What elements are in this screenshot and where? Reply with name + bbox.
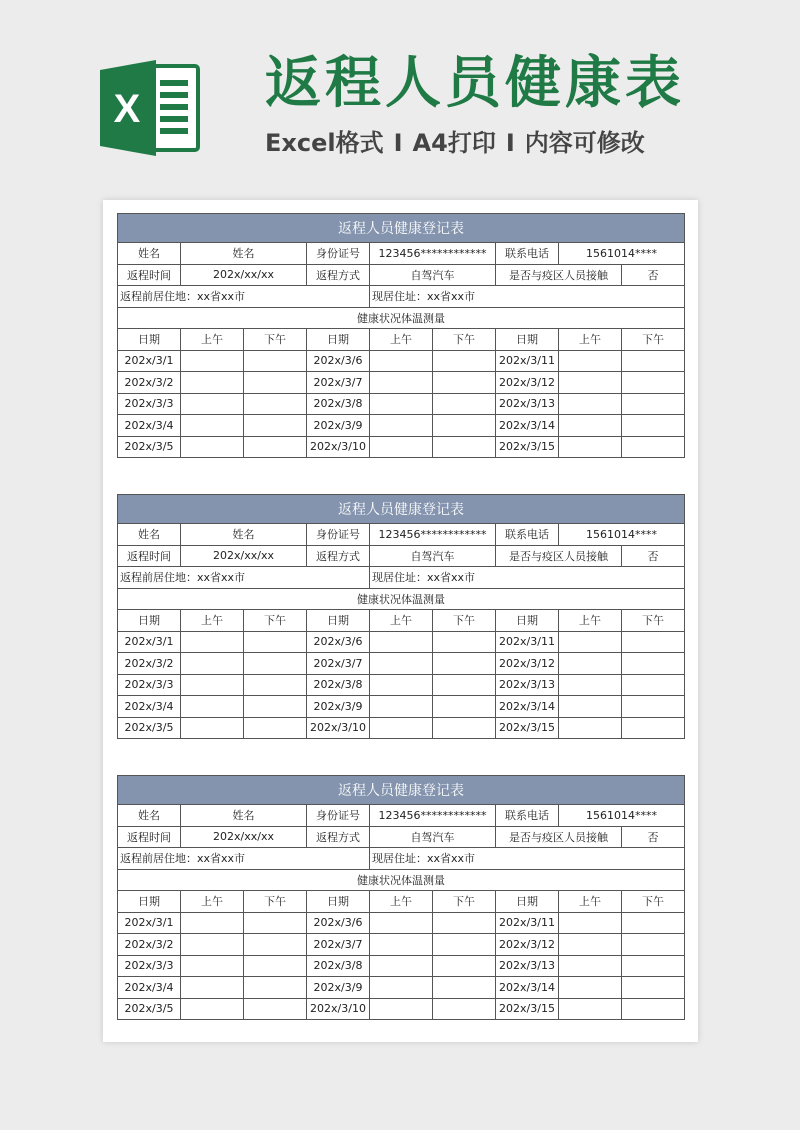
contact-value[interactable]: 否 (622, 826, 685, 848)
form-title: 返程人员健康登记表 (118, 214, 685, 243)
pm-temp-cell[interactable] (244, 955, 307, 977)
id-label: 身份证号 (307, 805, 370, 827)
pm-temp-cell[interactable] (622, 912, 685, 934)
pm-temp-cell[interactable] (622, 653, 685, 675)
name-value[interactable]: 姓名 (181, 524, 307, 546)
form-title-row (118, 214, 685, 243)
return-time-label: 返程时间 (118, 545, 181, 567)
pm-temp-cell[interactable] (433, 977, 496, 999)
temperature-row (118, 998, 685, 1020)
date-cell: 202x/3/5 (118, 717, 181, 739)
registration-form-3 (117, 775, 684, 1020)
am-temp-cell[interactable] (370, 977, 433, 999)
return-method-label: 返程方式 (307, 545, 370, 567)
date-cell: 202x/3/3 (118, 955, 181, 977)
return-method-value[interactable]: 自驾汽车 (370, 264, 496, 286)
date-cell: 202x/3/9 (307, 415, 370, 437)
date-cell: 202x/3/14 (496, 696, 559, 718)
col-date: 日期 (118, 891, 181, 913)
col-am: 上午 (559, 329, 622, 351)
pm-temp-cell[interactable] (433, 934, 496, 956)
am-temp-cell[interactable] (559, 415, 622, 437)
return-method-value[interactable]: 自驾汽车 (370, 826, 496, 848)
pm-temp-cell[interactable] (433, 674, 496, 696)
am-temp-cell[interactable] (370, 415, 433, 437)
am-temp-cell[interactable] (370, 653, 433, 675)
subtitle-separator: I (505, 129, 515, 157)
section-title-row (118, 588, 685, 610)
pm-temp-cell[interactable] (622, 998, 685, 1020)
am-temp-cell[interactable] (370, 717, 433, 739)
info-row-1 (118, 243, 685, 265)
registration-form-1 (117, 213, 684, 458)
am-temp-cell[interactable] (559, 631, 622, 653)
excel-logo-icon (100, 58, 202, 158)
am-temp-cell[interactable] (559, 393, 622, 415)
am-temp-cell[interactable] (370, 955, 433, 977)
pm-temp-cell[interactable] (244, 696, 307, 718)
date-cell: 202x/3/15 (496, 436, 559, 458)
am-temp-cell[interactable] (181, 717, 244, 739)
pm-temp-cell[interactable] (622, 436, 685, 458)
am-temp-cell[interactable] (559, 912, 622, 934)
date-cell: 202x/3/5 (118, 998, 181, 1020)
registration-form-table (117, 213, 685, 458)
am-temp-cell[interactable] (559, 653, 622, 675)
am-temp-cell[interactable] (559, 998, 622, 1020)
col-date: 日期 (496, 891, 559, 913)
contact-label: 是否与疫区人员接触 (496, 826, 622, 848)
contact-label: 是否与疫区人员接触 (496, 545, 622, 567)
form-title-row (118, 495, 685, 524)
am-temp-cell[interactable] (181, 696, 244, 718)
return-time-label: 返程时间 (118, 264, 181, 286)
am-temp-cell[interactable] (181, 674, 244, 696)
id-label: 身份证号 (307, 524, 370, 546)
date-cell: 202x/3/9 (307, 696, 370, 718)
col-pm: 下午 (244, 891, 307, 913)
date-cell: 202x/3/8 (307, 674, 370, 696)
date-cell: 202x/3/10 (307, 998, 370, 1020)
col-pm: 下午 (622, 891, 685, 913)
pm-temp-cell[interactable] (622, 350, 685, 372)
name-label: 姓名 (118, 524, 181, 546)
temperature-row (118, 977, 685, 999)
date-cell: 202x/3/13 (496, 674, 559, 696)
temperature-row (118, 653, 685, 675)
phone-label: 联系电话 (496, 243, 559, 265)
pm-temp-cell[interactable] (244, 717, 307, 739)
am-temp-cell[interactable] (559, 350, 622, 372)
col-pm: 下午 (622, 610, 685, 632)
col-pm: 下午 (433, 610, 496, 632)
date-cell: 202x/3/12 (496, 934, 559, 956)
return-time-label: 返程时间 (118, 826, 181, 848)
pm-temp-cell[interactable] (622, 674, 685, 696)
date-cell: 202x/3/6 (307, 350, 370, 372)
date-cell: 202x/3/12 (496, 372, 559, 394)
am-temp-cell[interactable] (370, 372, 433, 394)
temperature-header-row (118, 610, 685, 632)
am-temp-cell[interactable] (181, 653, 244, 675)
temperature-row (118, 631, 685, 653)
temperature-row (118, 350, 685, 372)
logo-letter: X (113, 87, 141, 131)
temperature-row (118, 372, 685, 394)
pm-temp-cell[interactable] (244, 372, 307, 394)
col-date: 日期 (307, 610, 370, 632)
pm-temp-cell[interactable] (433, 998, 496, 1020)
phone-value[interactable]: 1561014**** (559, 243, 685, 265)
registration-form-table (117, 775, 685, 1020)
temperature-row (118, 717, 685, 739)
date-cell: 202x/3/1 (118, 631, 181, 653)
date-cell: 202x/3/7 (307, 372, 370, 394)
date-cell: 202x/3/14 (496, 415, 559, 437)
date-cell: 202x/3/13 (496, 393, 559, 415)
pm-temp-cell[interactable] (622, 415, 685, 437)
section-title-row (118, 307, 685, 329)
id-value[interactable]: 123456************ (370, 243, 496, 265)
contact-label: 是否与疫区人员接触 (496, 264, 622, 286)
pm-temp-cell[interactable] (433, 653, 496, 675)
pm-temp-cell[interactable] (244, 977, 307, 999)
pm-temp-cell[interactable] (622, 934, 685, 956)
am-temp-cell[interactable] (559, 696, 622, 718)
col-date: 日期 (496, 329, 559, 351)
pm-temp-cell[interactable] (244, 436, 307, 458)
previous-address[interactable]: 返程前居住地：xx省xx市 (118, 567, 370, 589)
previous-address[interactable]: 返程前居住地：xx省xx市 (118, 286, 370, 308)
pm-temp-cell[interactable] (244, 415, 307, 437)
return-method-label: 返程方式 (307, 264, 370, 286)
name-value[interactable]: 姓名 (181, 805, 307, 827)
col-am: 上午 (181, 891, 244, 913)
form-title: 返程人员健康登记表 (118, 776, 685, 805)
date-cell: 202x/3/15 (496, 717, 559, 739)
temperature-row (118, 415, 685, 437)
date-cell: 202x/3/6 (307, 631, 370, 653)
am-temp-cell[interactable] (559, 934, 622, 956)
previous-address[interactable]: 返程前居住地：xx省xx市 (118, 848, 370, 870)
am-temp-cell[interactable] (370, 631, 433, 653)
pm-temp-cell[interactable] (622, 393, 685, 415)
pm-temp-cell[interactable] (244, 350, 307, 372)
date-cell: 202x/3/7 (307, 934, 370, 956)
date-cell: 202x/3/2 (118, 934, 181, 956)
pm-temp-cell[interactable] (244, 674, 307, 696)
return-time-value[interactable]: 202x/xx/xx (181, 545, 307, 567)
subtitle-separator: I (393, 129, 403, 157)
address-row (118, 567, 685, 589)
temperature-section-title: 健康状况体温测量 (118, 588, 685, 610)
phone-label: 联系电话 (496, 805, 559, 827)
page-subtitle (265, 128, 645, 158)
date-cell: 202x/3/5 (118, 436, 181, 458)
pm-temp-cell[interactable] (244, 631, 307, 653)
date-cell: 202x/3/1 (118, 912, 181, 934)
phone-value[interactable]: 1561014**** (559, 524, 685, 546)
section-title-row (118, 869, 685, 891)
registration-form-2 (117, 494, 684, 739)
date-cell: 202x/3/14 (496, 977, 559, 999)
pm-temp-cell[interactable] (622, 372, 685, 394)
pm-temp-cell[interactable] (433, 631, 496, 653)
pm-temp-cell[interactable] (433, 350, 496, 372)
id-label: 身份证号 (307, 243, 370, 265)
col-am: 上午 (370, 891, 433, 913)
col-date: 日期 (118, 610, 181, 632)
address-row (118, 848, 685, 870)
am-temp-cell[interactable] (559, 436, 622, 458)
pm-temp-cell[interactable] (433, 415, 496, 437)
col-am: 上午 (181, 329, 244, 351)
col-pm: 下午 (433, 891, 496, 913)
pm-temp-cell[interactable] (433, 696, 496, 718)
pm-temp-cell[interactable] (433, 955, 496, 977)
pm-temp-cell[interactable] (244, 653, 307, 675)
date-cell: 202x/3/11 (496, 631, 559, 653)
current-address[interactable]: 现居住址：xx省xx市 (370, 848, 685, 870)
pm-temp-cell[interactable] (622, 696, 685, 718)
name-value[interactable]: 姓名 (181, 243, 307, 265)
col-pm: 下午 (622, 329, 685, 351)
am-temp-cell[interactable] (370, 674, 433, 696)
name-label: 姓名 (118, 243, 181, 265)
am-temp-cell[interactable] (181, 977, 244, 999)
temperature-row (118, 674, 685, 696)
info-row-1 (118, 805, 685, 827)
address-row (118, 286, 685, 308)
date-cell: 202x/3/15 (496, 998, 559, 1020)
phone-value[interactable]: 1561014**** (559, 805, 685, 827)
pm-temp-cell[interactable] (433, 372, 496, 394)
date-cell: 202x/3/9 (307, 977, 370, 999)
date-cell: 202x/3/11 (496, 912, 559, 934)
current-address[interactable]: 现居住址：xx省xx市 (370, 567, 685, 589)
am-temp-cell[interactable] (181, 998, 244, 1020)
temperature-row (118, 393, 685, 415)
subtitle-print: A4打印 (412, 129, 496, 157)
col-date: 日期 (307, 891, 370, 913)
pm-temp-cell[interactable] (244, 393, 307, 415)
return-time-value[interactable]: 202x/xx/xx (181, 826, 307, 848)
date-cell: 202x/3/1 (118, 350, 181, 372)
pm-temp-cell[interactable] (622, 631, 685, 653)
temperature-row (118, 955, 685, 977)
pm-temp-cell[interactable] (244, 934, 307, 956)
am-temp-cell[interactable] (370, 934, 433, 956)
id-value[interactable]: 123456************ (370, 524, 496, 546)
phone-label: 联系电话 (496, 524, 559, 546)
subtitle-format: Excel格式 (265, 129, 384, 157)
am-temp-cell[interactable] (559, 674, 622, 696)
temperature-section-title: 健康状况体温测量 (118, 869, 685, 891)
am-temp-cell[interactable] (181, 372, 244, 394)
contact-value[interactable]: 否 (622, 545, 685, 567)
current-address[interactable]: 现居住址：xx省xx市 (370, 286, 685, 308)
pm-temp-cell[interactable] (622, 717, 685, 739)
date-cell: 202x/3/4 (118, 415, 181, 437)
page-header (0, 0, 800, 200)
date-cell: 202x/3/6 (307, 912, 370, 934)
col-date: 日期 (496, 610, 559, 632)
pm-temp-cell[interactable] (433, 436, 496, 458)
return-method-label: 返程方式 (307, 826, 370, 848)
form-title-row (118, 776, 685, 805)
col-pm: 下午 (244, 329, 307, 351)
col-pm: 下午 (244, 610, 307, 632)
info-row-1 (118, 524, 685, 546)
info-row-2 (118, 826, 685, 848)
registration-form-table (117, 494, 685, 739)
pm-temp-cell[interactable] (244, 912, 307, 934)
date-cell: 202x/3/10 (307, 436, 370, 458)
id-value[interactable]: 123456************ (370, 805, 496, 827)
temperature-row (118, 912, 685, 934)
col-date: 日期 (307, 329, 370, 351)
am-temp-cell[interactable] (559, 717, 622, 739)
am-temp-cell[interactable] (181, 350, 244, 372)
pm-temp-cell[interactable] (433, 393, 496, 415)
am-temp-cell[interactable] (181, 912, 244, 934)
am-temp-cell[interactable] (559, 955, 622, 977)
date-cell: 202x/3/8 (307, 393, 370, 415)
temperature-row (118, 934, 685, 956)
temperature-section-title: 健康状况体温测量 (118, 307, 685, 329)
col-date: 日期 (118, 329, 181, 351)
col-am: 上午 (181, 610, 244, 632)
info-row-2 (118, 545, 685, 567)
temperature-row (118, 696, 685, 718)
am-temp-cell[interactable] (181, 393, 244, 415)
col-am: 上午 (559, 891, 622, 913)
date-cell: 202x/3/3 (118, 393, 181, 415)
date-cell: 202x/3/3 (118, 674, 181, 696)
contact-value[interactable]: 否 (622, 264, 685, 286)
am-temp-cell[interactable] (370, 696, 433, 718)
date-cell: 202x/3/4 (118, 977, 181, 999)
date-cell: 202x/3/4 (118, 696, 181, 718)
form-title: 返程人员健康登记表 (118, 495, 685, 524)
temperature-row (118, 436, 685, 458)
pm-temp-cell[interactable] (433, 912, 496, 934)
am-temp-cell[interactable] (370, 912, 433, 934)
am-temp-cell[interactable] (370, 998, 433, 1020)
name-label: 姓名 (118, 805, 181, 827)
date-cell: 202x/3/13 (496, 955, 559, 977)
am-temp-cell[interactable] (181, 955, 244, 977)
col-pm: 下午 (433, 329, 496, 351)
date-cell: 202x/3/7 (307, 653, 370, 675)
temperature-header-row (118, 329, 685, 351)
temperature-header-row (118, 891, 685, 913)
date-cell: 202x/3/2 (118, 372, 181, 394)
subtitle-editable: 内容可修改 (524, 129, 645, 157)
am-temp-cell[interactable] (370, 436, 433, 458)
date-cell: 202x/3/8 (307, 955, 370, 977)
return-time-value[interactable]: 202x/xx/xx (181, 264, 307, 286)
am-temp-cell[interactable] (559, 372, 622, 394)
date-cell: 202x/3/10 (307, 717, 370, 739)
am-temp-cell[interactable] (181, 631, 244, 653)
pm-temp-cell[interactable] (622, 977, 685, 999)
am-temp-cell[interactable] (559, 977, 622, 999)
date-cell: 202x/3/12 (496, 653, 559, 675)
pm-temp-cell[interactable] (433, 717, 496, 739)
col-am: 上午 (559, 610, 622, 632)
date-cell: 202x/3/2 (118, 653, 181, 675)
info-row-2 (118, 264, 685, 286)
date-cell: 202x/3/11 (496, 350, 559, 372)
am-temp-cell[interactable] (181, 934, 244, 956)
col-am: 上午 (370, 610, 433, 632)
col-am: 上午 (370, 329, 433, 351)
am-temp-cell[interactable] (181, 415, 244, 437)
a4-paper (103, 200, 698, 1042)
return-method-value[interactable]: 自驾汽车 (370, 545, 496, 567)
am-temp-cell[interactable] (181, 436, 244, 458)
page-title: 返程人员健康表 (265, 51, 685, 116)
am-temp-cell[interactable] (370, 393, 433, 415)
pm-temp-cell[interactable] (244, 998, 307, 1020)
am-temp-cell[interactable] (370, 350, 433, 372)
pm-temp-cell[interactable] (622, 955, 685, 977)
